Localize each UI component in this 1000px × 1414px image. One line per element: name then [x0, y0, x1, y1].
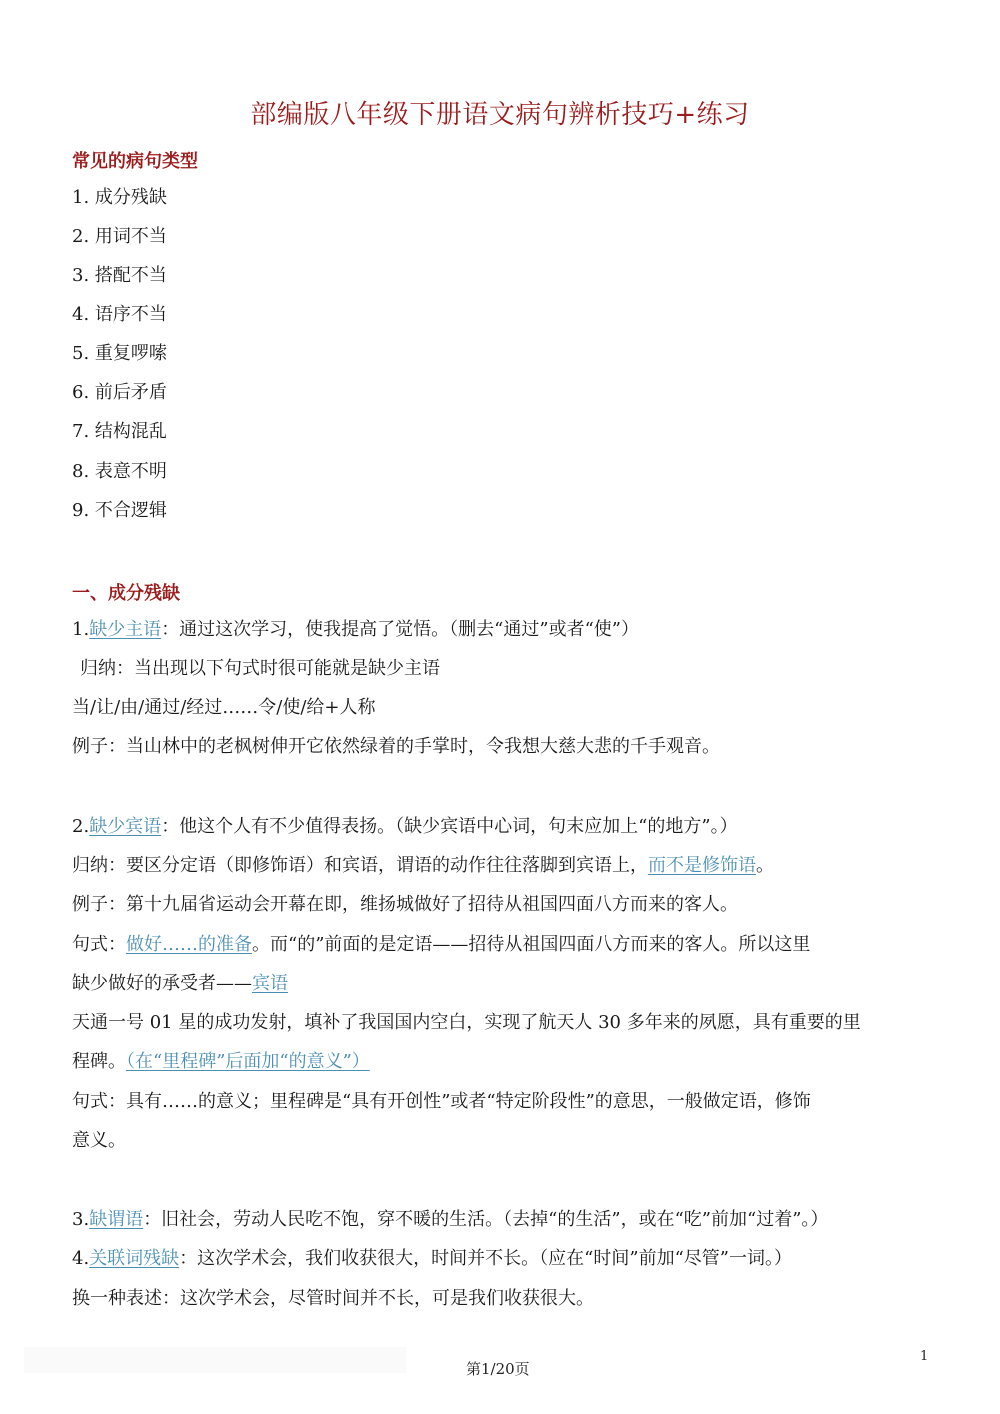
type-item-5: 5. 重复啰嗦: [72, 343, 167, 364]
type-item-1: 1. 成分残缺: [72, 187, 167, 208]
item2-pattern-prefix: 句式：: [72, 934, 126, 955]
item2-summary: [72, 854, 774, 878]
item2-line: [72, 815, 738, 839]
item3-link[interactable]: 缺谓语: [89, 1209, 144, 1230]
document-title: 部编版八年级下册语文病句辨析技巧+练习: [250, 100, 750, 130]
item2-link[interactable]: 缺少宾语: [89, 816, 162, 837]
type-item-3: 3. 搭配不当: [72, 265, 167, 286]
item3-line: [72, 1208, 828, 1232]
type-item-7: 7. 结构混乱: [72, 421, 167, 442]
page-indicator: 第1/20页: [466, 1360, 530, 1378]
item2-pattern: [72, 933, 810, 957]
item2-pattern-line2: [72, 972, 288, 996]
item1-link[interactable]: 缺少主语: [89, 619, 162, 640]
item2-example: 例子：第十九届省运动会开幕在即，维扬城做好了招待从祖国四面八方而来的客人。: [72, 894, 738, 915]
type-item-8: 8. 表意不明: [72, 461, 167, 482]
footer-band: [24, 1347, 406, 1373]
item4-text: ：这次学术会，我们收获很大，时间并不长。（应在“时间”前加“尽管”一词。）: [179, 1248, 792, 1269]
item2-pattern2-line1: 句式：具有……的意义；里程碑是“具有开创性”或者“特定阶段性”的意思，一般做定语，修饰: [72, 1091, 811, 1112]
item2-example2-line1: 天通一号 01 星的成功发射，填补了我国国内空白，实现了航天人 30 多年来的夙愿，具有重要的里: [72, 1012, 861, 1033]
item2-pattern-line2-prefix: 缺少做好的承受者——: [72, 973, 252, 994]
item2-summary-link[interactable]: 而不是修饰语: [648, 855, 756, 876]
type-item-6: 6. 前后矛盾: [72, 382, 167, 403]
section1-heading: 一、成分残缺: [72, 583, 180, 604]
item2-pattern-suffix: 。而“的”前面的是定语——招待从祖国四面八方而来的客人。所以这里: [252, 934, 811, 955]
item2-number: 2.: [72, 816, 90, 837]
item2-summary-suffix: 。: [756, 855, 774, 876]
item2-example2-prefix: 程碑。: [72, 1051, 126, 1072]
item2-pattern-link[interactable]: 做好……的准备: [126, 934, 252, 955]
item3-number: 3.: [72, 1209, 90, 1230]
item1-line: [72, 618, 639, 642]
item1-pattern: 当/让/由/通过/经过……令/使/给+人称: [72, 697, 376, 718]
type-item-9: 9. 不合逻辑: [72, 500, 167, 521]
item2-example2-link[interactable]: （在“里程碑”后面加“的意义”）: [126, 1051, 370, 1072]
item4-line: [72, 1247, 792, 1271]
item1-number: 1.: [72, 619, 90, 640]
types-heading: 常见的病句类型: [72, 151, 198, 172]
page-number: 1: [920, 1349, 929, 1364]
item1-text: ：通过这次学习，使我提高了觉悟。（删去“通过”或者“使”）: [161, 619, 639, 640]
item4-number: 4.: [72, 1248, 90, 1269]
item2-example2-line2: [72, 1050, 370, 1074]
item2-text: ：他这个人有不少值得表扬。（缺少宾语中心词，句末应加上“的地方”。）: [161, 816, 738, 837]
item2-summary-prefix: 归纳：要区分定语（即修饰语）和宾语，谓语的动作往往落脚到宾语上，: [72, 855, 648, 876]
item1-summary: 归纳：当出现以下句式时很可能就是缺少主语: [80, 658, 440, 679]
type-item-2: 2. 用词不当: [72, 226, 167, 247]
type-item-4: 4. 语序不当: [72, 304, 167, 325]
item4-link[interactable]: 关联词残缺: [89, 1248, 180, 1269]
item2-pattern-line2-link[interactable]: 宾语: [252, 973, 288, 994]
item1-example: 例子：当山林中的老枫树伸开它依然绿着的手掌时，令我想大慈大悲的千手观音。: [72, 736, 720, 757]
item4-rephrase: 换一种表述：这次学术会，尽管时间并不长，可是我们收获很大。: [72, 1288, 594, 1309]
item3-text: ：旧社会，劳动人民吃不饱，穿不暖的生活。（去掉“的生活”，或在“吃”前加“过着”。）: [143, 1209, 829, 1230]
item2-pattern2-line2: 意义。: [72, 1130, 126, 1151]
